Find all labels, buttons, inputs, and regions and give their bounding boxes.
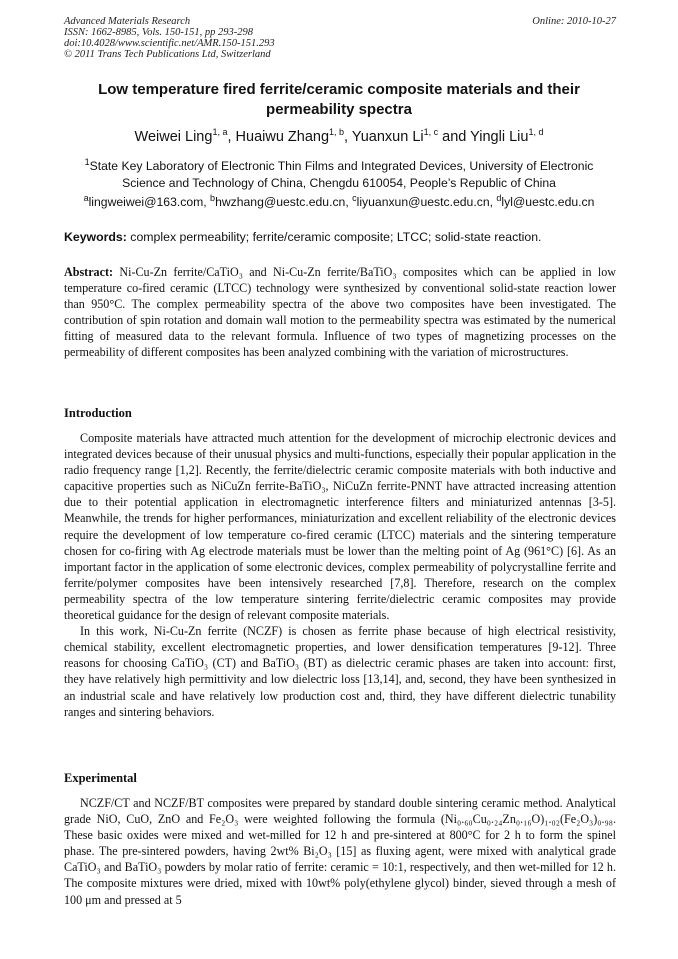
paragraph: In this work, Ni-Cu-Zn ferrite (NCZF) is chosen as ferrite phase because of high electrical resistivity, chemical stability, excellent electromagnetic properties, and lower densification temperatures [9-12]. Three reasons for choosing CaTiO₃ (CT) and BaTiO₃ (BT) as dielectric ceramic phases are taken into account: first, they have relatively high permittivity and low dielectric loss [13,14], and, second, they have been synthesized in an industrial scale and have relatively low production cost and, third, they have different dielectric tunability ranges and sintering behaviors. <box>64 624 616 719</box>
author-name: Weiwei Ling <box>134 128 213 145</box>
author-affil-mark: 1, c <box>423 127 439 137</box>
abstract-text: Ni-Cu-Zn ferrite/CaTiO₃ and Ni-Cu-Zn ferrite/BaTiO₃ composites which can be applied in low temperature co-fired ceramic (LTCC) technology were synthesized by conventional solid-state reaction lower than 950°C. The complex permeability spectra of the above two composites have been investigated. The contribution of spin rotation and domain wall motion to the permeability spectra was estimated by the numerical fitting of measured data to the relevant formula. Influence of two types of magnetizing processes on the permeability of different composites has been analyzed combining with the variation of microstructures. <box>64 265 616 360</box>
email-link[interactable]: lyl@uestc.edu.cn <box>501 195 595 210</box>
author-affil-mark: 1, a <box>212 127 228 137</box>
affiliation <box>66 154 612 192</box>
author-list: Weiwei Ling$^{1, a}$, Huaiwu Zhang$^{1, b}$, Yuanxun Li$^{1, c}$ and Yingli Liu$^{1, d}$ <box>134 127 544 145</box>
author-name: Yingli Liu <box>470 128 529 145</box>
affiliation-text: State Key Laboratory of Electronic Thin Films and Integrated Devices, University of Electronic Science and Technology of China, Chengdu 610054, People’s Republic of China <box>89 159 594 191</box>
author-name: Yuanxun Li <box>351 128 424 145</box>
email-list: $^a$lingweiwei@163.com, $^b$hwzhang@uestc.edu.cn, $^c$liyuanxun@uestc.edu.cn, $^d$lyl@uestc.edu.cn <box>83 193 595 210</box>
experimental-body <box>64 795 616 908</box>
section-heading-introduction: Introduction <box>64 406 132 420</box>
paragraph: NCZF/CT and NCZF/BT composites were prepared by standard double sintering ceramic method. Analytical grade NiO, CuO, ZnO and Fe₂O₃ were weighted following the formula (Ni₀.₆₀Cu₀.₂₄Zn₀.₁₆O)₁.₀₂(Fe₂O₃)₀.₉₈. These basic oxides were mixed and wet-milled for 12 h and pre-sintered at 800°C for 2 h to form the spinel phase. The pre-sintered powders, having 2wt% Bi₂O₃ [15] as fluxing agent, were mixed with analytical grade CaTiO₃ and BaTiO₃ powders by molar ratio of ferrite: ceramic = 10:1, respectively, and then wet-milled for 12 h. The composite mixtures were dried, mixed with 10wt% poly(ethylene glycol) binder, sieved through a mesh of 100 μm and pressed at 5 <box>64 796 616 907</box>
paragraph: Composite materials have attracted much attention for the development of microchip electronic devices and integrated devices because of their unusual physics and multi-functions, especially their popular application in the radio frequency range [1,2]. Recently, the ferrite/dielectric ceramic composite materials with both inductive and capacitive properties such as NiCuZn ferrite-BaTiO₃, NiCuZn ferrite-PNNT have attracted increasing attention due to their potential application in electromagnetic interference filters and miniaturized antennas [3-5]. Meanwhile, the trends for higher performances, miniaturization and excellent reliability of the electronic devices require the development of low temperature co-fired ceramic (LTCC) materials and the sintering temperature chosen for co-firing with Ag electrode materials must be lower than the melting point of Ag (961°C) [6]. As an important factor in the application of some electronic devices, complex permeability of polycrystalline ferrite and ferrite/polymer composites have been intensively researched [7,8]. Therefore, research on the complex permeability spectra of the low temperature sintering ferrite/dielectric ceramic composites may provide theoretical guidance for the design of relevant composite materials. <box>64 431 616 623</box>
email-link[interactable]: lingweiwei@163.com <box>88 195 204 210</box>
keywords-text: complex permeability; ferrite/ceramic composite; LTCC; solid-state reaction. <box>130 230 542 244</box>
author-name: Huaiwu Zhang <box>235 128 330 145</box>
email-link[interactable]: liyuanxun@uestc.edu.cn <box>356 195 490 210</box>
abstract-label: Abstract: <box>64 265 114 279</box>
keywords-label: Keywords: <box>64 230 127 244</box>
online-date: Online: 2010-10-27 <box>532 16 616 27</box>
journal-name: Advanced Materials Research <box>64 16 191 27</box>
doi-line: doi:10.4028/www.scientific.net/AMR.150-151.293 <box>64 38 275 49</box>
abstract <box>64 264 616 361</box>
copyright-line: © 2011 Trans Tech Publications Ltd, Switzerland <box>64 49 271 60</box>
author-affil-mark: 1, b <box>329 127 345 137</box>
author-affil-mark: 1, d <box>528 127 544 137</box>
journal-header <box>64 16 616 60</box>
paper-title: Low temperature fired ferrite/ceramic composite materials and their permeability spectra <box>98 81 580 118</box>
keywords <box>64 230 616 244</box>
email-link[interactable]: hwzhang@uestc.edu.cn <box>215 195 346 210</box>
section-heading-experimental: Experimental <box>64 771 137 785</box>
introduction-body <box>64 430 616 720</box>
affiliation-mark: 1 <box>84 157 90 167</box>
issn-line: ISSN: 1662-8985, Vols. 150-151, pp 293-298 <box>64 27 253 38</box>
